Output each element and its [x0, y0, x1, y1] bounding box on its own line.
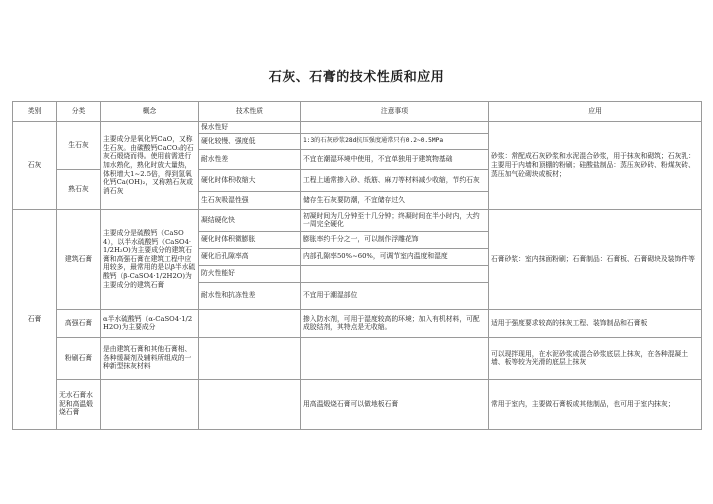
property-cell — [199, 379, 301, 429]
header-category: 类别 — [13, 102, 57, 122]
header-class: 分类 — [57, 102, 101, 122]
header-concept: 概念 — [101, 102, 199, 122]
page-title: 石灰、石膏的技术性质和应用 — [268, 70, 445, 85]
header-application: 应用 — [489, 102, 702, 122]
property-cell: 硬化较慢、强度低 — [199, 133, 301, 149]
concept-cell: 是由建筑石膏和其他石膏相、各种缓凝剂及辅料所组成的一种新型抹灰材料 — [101, 337, 199, 379]
property-cell: 防火性能好 — [199, 265, 301, 282]
note-cell: 不宜在潮湿环境中使用，不宜单独用于建筑物基础 — [301, 149, 489, 169]
note-cell: 用高温煅烧石膏可以做地板石膏 — [301, 379, 489, 429]
note-cell: 1:3的石灰砂浆28d抗压强度通常只有0.2~0.5MPa — [301, 133, 489, 149]
note-cell — [301, 337, 489, 379]
class-building-gypsum: 建筑石膏 — [57, 209, 101, 309]
table-row — [13, 309, 702, 337]
class-high-strength-gypsum: 高强石膏 — [57, 309, 101, 337]
property-cell — [199, 309, 301, 337]
application-cell: 可以现拌现用，在水泥砂浆或混合砂浆底层上抹灰，在各种混凝土墙、板等较为光滑的底层上抹灰 — [489, 337, 702, 379]
class-slaked-lime: 熟石灰 — [57, 169, 101, 209]
property-cell: 耐水性和抗冻性差 — [199, 282, 301, 309]
header-property: 技术性质 — [199, 102, 301, 122]
concept-cell: α半水硫酸钙（α-CaSO4·1/2H2O)为主要成分 — [101, 309, 199, 337]
property-cell: 凝结硬化快 — [199, 209, 301, 231]
application-lime: 砂浆：常配成石灰砂浆和水泥混合砂浆，用于抹灰和砌筑；石灰乳：主要用于内墙和顶棚的粉刷；硅酸盐制品：蒸压灰砂砖、粉煤灰砖、蒸压加气砼砌块或板材； — [489, 122, 702, 210]
property-cell: 耐水性差 — [199, 149, 301, 169]
table-row — [13, 122, 702, 134]
application-cell: 常用于室内，主要做石膏板或其他制品，也可用于室内抹灰； — [489, 379, 702, 429]
class-quicklime: 生石灰 — [57, 122, 101, 170]
property-cell: 硬化时体积微膨胀 — [199, 231, 301, 248]
note-cell: 工程上通常掺入砂、纸筋、麻刀等材料减少收缩，节约石灰 — [301, 169, 489, 191]
note-cell: 掺入防水剂，可用于湿度较高的环境；加入有机材料，可配成胶结剂，其特点是无收缩。 — [301, 309, 489, 337]
category-lime: 石灰 — [13, 122, 57, 210]
category-gypsum: 石膏 — [13, 209, 57, 429]
note-cell: 初凝时间为几分钟至十几分钟；终凝时间在半小时内，大约一周完全硬化 — [301, 209, 489, 231]
application-cell: 适用于强度要求较高的抹灰工程、装饰制品和石膏板 — [489, 309, 702, 337]
concept-cell — [101, 379, 199, 429]
class-anhydrite: 无水石膏水泥和高温煅烧石膏 — [57, 379, 101, 429]
property-cell: 硬化时体积收缩大 — [199, 169, 301, 191]
table-row — [13, 209, 702, 231]
properties-table — [12, 101, 701, 430]
header-row — [13, 102, 702, 122]
table-row — [13, 379, 702, 429]
note-cell — [301, 122, 489, 134]
header-note: 注意事项 — [301, 102, 489, 122]
note-cell: 不宜用于潮湿部位 — [301, 282, 489, 309]
property-cell: 硬化后孔隙率高 — [199, 248, 301, 265]
class-plaster-gypsum: 粉刷石膏 — [57, 337, 101, 379]
note-cell: 储存生石灰要防潮，不宜储存过久 — [301, 191, 489, 209]
application-building-gypsum: 石膏砂浆：室内抹面粉刷；石膏制品：石膏板、石膏砌块及装饰件等 — [489, 209, 702, 309]
note-cell: 内部孔隙率50%~60%，可调节室内温度和湿度 — [301, 248, 489, 265]
property-cell: 生石灰吸湿性强 — [199, 191, 301, 209]
note-cell: 膨胀率约千分之一，可以制作浮雕花饰 — [301, 231, 489, 248]
table-row — [13, 337, 702, 379]
concept-building-gypsum: 主要成分是硫酸钙（CaSO4），以半水硫酸钙（CaSO4·1/2H₂O)为主要成分的建筑石膏和高强石膏在建筑工程中应用较多，最常用的是以β半水硫酸钙（β-CaSO4·1/2H2O)为主要成分的建筑石膏 — [101, 209, 199, 309]
property-cell — [199, 337, 301, 379]
property-cell: 保水性好 — [199, 122, 301, 134]
concept-lime: 主要成分是氧化钙CaO，又称生石灰。由碳酸钙CaCO₃的石灰石煅烧而得。使用前需进行加水熟化，熟化时放大量热，体积增大1~2.5倍，得到氢氧化钙Ca(OH)₂，又称熟石灰或消石灰 — [101, 122, 199, 210]
note-cell — [301, 265, 489, 282]
